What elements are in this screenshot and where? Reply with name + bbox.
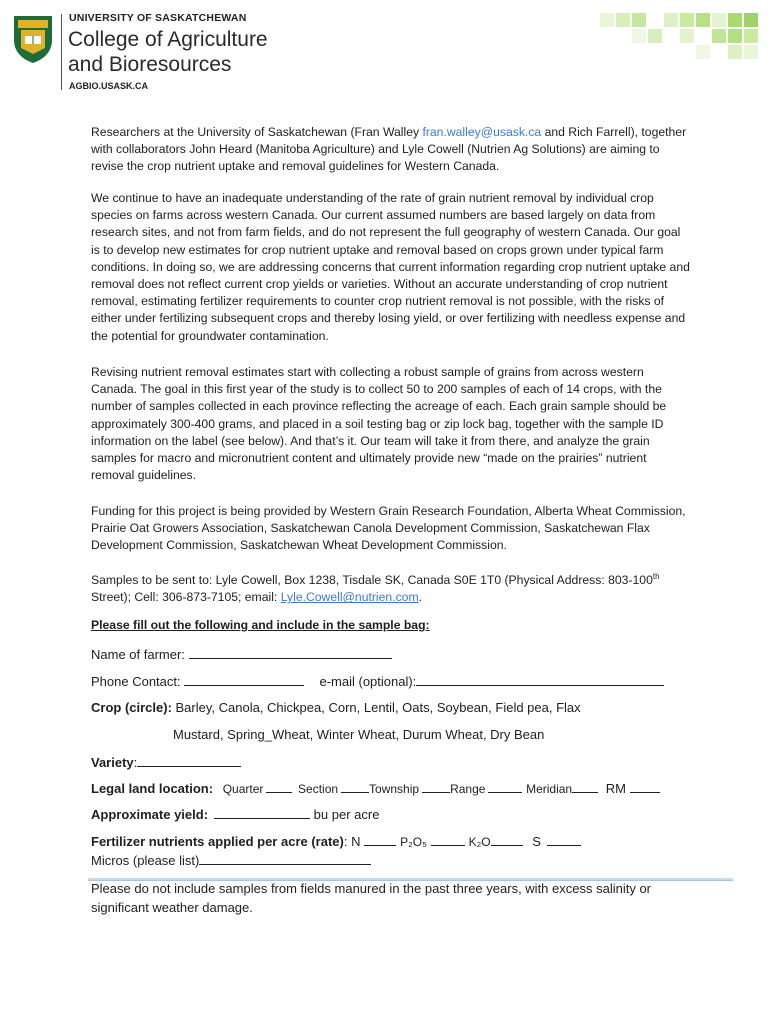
quarter-field[interactable] (266, 780, 292, 793)
email-field[interactable] (416, 673, 664, 686)
p2o5-label: P₂O₅ (400, 835, 427, 849)
college-website: AGBIO.USASK.CA (69, 81, 149, 91)
variety-colon: : (133, 755, 138, 770)
micros-label: Micros (please list) (91, 853, 200, 868)
fertilizer-row (91, 833, 581, 849)
intro-paragraph (91, 124, 691, 176)
shipping-sup: th (652, 572, 660, 581)
form-instructions-heading: Please fill out the following and include in the sample bag: (91, 618, 430, 632)
phone-field[interactable] (184, 673, 304, 686)
quarter-label: Quarter (222, 782, 264, 796)
header-divider (61, 14, 62, 90)
college-name-line2: and Bioresources (68, 53, 232, 76)
township-label: Township (369, 782, 420, 796)
legal-land-label: Legal land location: (91, 781, 214, 796)
meridian-label: Meridian (526, 782, 573, 796)
range-field[interactable] (488, 780, 522, 793)
legal-land-row (91, 780, 660, 796)
shipping-paragraph (91, 568, 691, 606)
college-name-line1: College of Agriculture (68, 28, 268, 51)
funding-paragraph: Funding for this project is being provided by Western Grain Research Foundation, Alberta Wheat Commission, Prairie Oat Growers Association, Saskatchewan Canola Development Commission, Saskatchewan Flax Development Commission, Saskatchewan Wheat Development Commission. (91, 504, 686, 553)
sulfur-label: S (532, 834, 541, 849)
fran-walley-email-link[interactable]: fran.walley@usask.ca (422, 125, 542, 139)
township-field[interactable] (422, 780, 450, 793)
variety-row (91, 754, 241, 770)
yield-field[interactable] (214, 806, 310, 819)
university-crest-logo (12, 14, 54, 64)
yield-label: Approximate yield: (91, 807, 209, 822)
rm-label: RM (605, 781, 626, 796)
k2o-label: K₂O (468, 835, 491, 849)
variety-label: Variety (91, 755, 134, 770)
micros-field[interactable] (199, 852, 371, 865)
farmer-name-label: Name of farmer: (91, 647, 189, 662)
farmer-name-row (91, 646, 392, 662)
decorative-green-mosaic (594, 13, 760, 59)
nitrogen-field[interactable] (364, 833, 396, 846)
section-label: Section (298, 782, 339, 796)
yield-row (91, 806, 379, 822)
email-label: e-mail (optional): (319, 674, 417, 689)
k2o-field[interactable] (491, 833, 523, 846)
intro-text-b: and Rich Farrell), together with collaborators John Heard (Manitoba Agriculture) and Lyle Cowell (Nutrien Ag Solutions) are aiming to revise the crop nutrient uptake and removal guidelines for Western Canada. (91, 125, 687, 174)
crop-label: Crop (circle): (91, 700, 176, 715)
shipping-text-c: . (418, 590, 422, 605)
fertilizer-label: Fertilizer nutrients applied per acre (rate) (91, 834, 344, 849)
yield-unit: bu per acre (313, 807, 380, 822)
micros-row (91, 852, 371, 868)
crop-options-line1[interactable]: Barley, Canola, Chickpea, Corn, Lentil, Oats, Soybean, Field pea, Flax (175, 700, 581, 715)
shipping-text-a: Samples to be sent to: Lyle Cowell, Box 1238, Tisdale SK, Canada S0E 1T0 (Physical Address: 803-100 (91, 573, 653, 588)
variety-field[interactable] (137, 754, 241, 767)
university-name: UNIVERSITY OF SASKATCHEWAN (69, 12, 247, 24)
fertilizer-colon-n: : N (343, 834, 361, 849)
section-field[interactable] (341, 780, 369, 793)
exclusion-note: Please do not include samples from fields manured in the past three years, with excess salinity or significant weather damage. (91, 881, 651, 915)
crop-options-line2[interactable]: Mustard, Spring_Wheat, Winter Wheat, Durum Wheat, Dry Bean (173, 727, 545, 742)
sulfur-field[interactable] (547, 833, 581, 846)
contact-row (91, 673, 664, 689)
lyle-cowell-email-link[interactable]: Lyle.Cowell@nutrien.com (280, 590, 419, 605)
shipping-text-b: Street); Cell: 306-873-7105; email: (91, 590, 281, 605)
sampling-paragraph: Revising nutrient removal estimates start with collecting a robust sample of grains from across western Canada. The goal in this first year of the study is to collect 50 to 200 samples of each of 14 crops, with the number of samples collected in each province reflecting the acreage of each. Each grain sample should be approximately 300-400 grams, and placed in a soil testing bag or zip lock bag, together with the sample ID information on the label (see below). And that’s it. Our team will take it from there, and analyze the grain samples for macro and micronutrient content and ultimately provide new “made on the prairies” nutrient removal guidelines. (91, 365, 667, 483)
farmer-name-field[interactable] (189, 646, 392, 659)
intro-text-a: Researchers at the University of Saskatchewan (Fran Walley (91, 125, 423, 139)
crop-row (91, 700, 581, 715)
meridian-field[interactable] (572, 780, 598, 793)
p2o5-field[interactable] (431, 833, 465, 846)
range-label: Range (450, 782, 486, 796)
rm-field[interactable] (630, 780, 660, 793)
phone-label: Phone Contact: (91, 674, 185, 689)
background-paragraph: We continue to have an inadequate understanding of the rate of grain nutrient removal by individual crop species on farms across western Canada. Our current assumed numbers are based largely on data from research sites, and not from farm fields, and do not represent the full geography of western Canada. Our goal is to develop new estimates for crop nutrient uptake and removal based on crops grown under typical farm conditions. In doing so, we are addressing concerns that current information regarding crop nutrient uptake and removal does not reflect current crop yields or varieties. Without an accurate understanding of crop nutrient removal, estimating fertilizer requirements to counter crop nutrient removal is not possible, with the risks of either under fertilizing subsequent crops and thereby losing yield, or over fertilizing with needless expense and the potential for groundwater contamination. (91, 191, 690, 343)
